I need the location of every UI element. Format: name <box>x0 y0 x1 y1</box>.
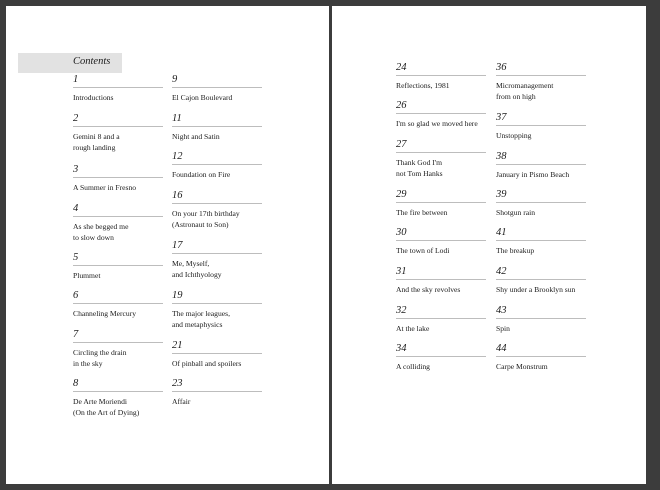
toc-rule <box>496 279 586 280</box>
toc-entry <box>73 113 163 153</box>
toc-title: Reflections, 1981 <box>396 81 450 90</box>
toc-page-number: 16 <box>172 190 183 201</box>
toc-rule <box>396 75 486 76</box>
toc-rule <box>172 164 262 165</box>
toc-title: Gemini 8 and a rough landing <box>73 132 120 153</box>
toc-entry <box>396 343 486 372</box>
toc-rule <box>73 265 163 266</box>
toc-entry <box>396 227 486 256</box>
toc-entry <box>172 340 262 369</box>
toc-title: Thank God I'm not Tom Hanks <box>396 158 443 179</box>
toc-rule <box>172 203 262 204</box>
toc-page-number: 29 <box>396 189 407 200</box>
toc-page-number: 37 <box>496 112 507 123</box>
toc-rule <box>496 318 586 319</box>
toc-page-number: 44 <box>496 343 507 354</box>
toc-page-number: 27 <box>396 139 407 150</box>
toc-title: De Arte Moriendi (On the Art of Dying) <box>73 397 140 418</box>
toc-title: Plummet <box>73 271 101 280</box>
toc-entry <box>73 290 163 319</box>
toc-entry <box>496 62 586 102</box>
toc-title: And the sky revolves <box>396 285 461 294</box>
toc-page-number: 11 <box>172 113 182 124</box>
toc-rule <box>496 240 586 241</box>
toc-entry <box>172 74 262 103</box>
toc-title: At the lake <box>396 324 430 333</box>
toc-rule <box>496 356 586 357</box>
toc-rule <box>396 356 486 357</box>
left-page <box>6 6 329 484</box>
toc-rule <box>73 126 163 127</box>
toc-entry <box>396 266 486 295</box>
toc-entry <box>172 290 262 330</box>
toc-page-number: 26 <box>396 100 407 111</box>
toc-page-number: 2 <box>73 113 79 124</box>
toc-page-number: 5 <box>73 252 79 263</box>
toc-entry <box>172 190 262 230</box>
contents-label: Contents <box>73 56 111 67</box>
toc-rule <box>172 391 262 392</box>
toc-title: I'm so glad we moved here <box>396 119 478 128</box>
toc-entry <box>73 74 163 103</box>
toc-title: On your 17th birthday (Astronaut to Son) <box>172 209 240 230</box>
toc-entry <box>496 112 586 141</box>
toc-page-number: 39 <box>496 189 507 200</box>
toc-page-number: 19 <box>172 290 183 301</box>
toc-title: A colliding <box>396 362 430 371</box>
toc-entry <box>172 151 262 180</box>
toc-title: The fire between <box>396 208 448 217</box>
toc-entry <box>396 62 486 91</box>
toc-page-number: 4 <box>73 203 79 214</box>
toc-entry <box>73 203 163 243</box>
toc-page-number: 31 <box>396 266 407 277</box>
toc-page-number: 42 <box>496 266 507 277</box>
toc-entry <box>396 139 486 179</box>
toc-page-number: 21 <box>172 340 183 351</box>
toc-title: January in Pismo Beach <box>496 170 570 179</box>
toc-title: Spin <box>496 324 510 333</box>
toc-rule <box>73 303 163 304</box>
toc-page-number: 17 <box>172 240 183 251</box>
toc-page-number: 38 <box>496 151 507 162</box>
toc-entry <box>496 151 586 180</box>
toc-page-number: 34 <box>396 343 407 354</box>
toc-rule <box>396 279 486 280</box>
toc-entry <box>172 113 262 142</box>
toc-entry <box>73 378 163 418</box>
toc-page-number: 1 <box>73 74 79 85</box>
toc-title: Introductions <box>73 93 114 102</box>
toc-page-number: 23 <box>172 378 183 389</box>
toc-rule <box>73 216 163 217</box>
toc-entry <box>496 266 586 295</box>
toc-entry <box>396 305 486 334</box>
toc-title: Carpe Monstrum <box>496 362 548 371</box>
toc-rule <box>396 202 486 203</box>
toc-entry <box>396 100 486 129</box>
toc-title: Unstopping <box>496 131 532 140</box>
toc-entry <box>496 189 586 218</box>
toc-title: El Cajon Boulevard <box>172 93 233 102</box>
toc-page-number: 8 <box>73 378 79 389</box>
toc-rule <box>496 202 586 203</box>
toc-entry <box>496 305 586 334</box>
toc-title: Foundation on Fire <box>172 170 231 179</box>
toc-title: Affair <box>172 397 191 406</box>
toc-title: A Summer in Fresno <box>73 183 137 192</box>
toc-title: Micromanagement from on high <box>496 81 554 102</box>
toc-page-number: 3 <box>73 164 79 175</box>
toc-entry <box>73 329 163 369</box>
contents-header-tab <box>18 53 122 73</box>
toc-title: As she begged me to slow down <box>73 222 129 243</box>
toc-title: Shy under a Brooklyn sun <box>496 285 576 294</box>
toc-title: Shotgun rain <box>496 208 536 217</box>
toc-rule <box>172 303 262 304</box>
toc-page-number: 6 <box>73 290 79 301</box>
toc-entry <box>396 189 486 218</box>
toc-page-number: 41 <box>496 227 507 238</box>
toc-rule <box>396 113 486 114</box>
toc-entry <box>172 240 262 280</box>
toc-page-number: 24 <box>396 62 407 73</box>
toc-title: Me, Myself, and Ichthyology <box>172 259 222 280</box>
toc-entry <box>496 227 586 256</box>
toc-page-number: 12 <box>172 151 183 162</box>
toc-page-number: 7 <box>73 329 79 340</box>
toc-title: Of pinball and spoilers <box>172 359 242 368</box>
toc-rule <box>172 353 262 354</box>
toc-rule <box>396 152 486 153</box>
toc-rule <box>73 391 163 392</box>
toc-title: Channeling Mercury <box>73 309 137 318</box>
toc-title: The major leagues, and metaphysics <box>172 309 230 330</box>
toc-rule <box>172 253 262 254</box>
toc-title: Night and Satin <box>172 132 220 141</box>
toc-title: The town of Lodi <box>396 246 450 255</box>
toc-page-number: 36 <box>496 62 507 73</box>
toc-rule <box>73 87 163 88</box>
toc-entry <box>172 378 262 407</box>
toc-rule <box>496 75 586 76</box>
toc-entry <box>73 252 163 281</box>
right-page <box>332 6 646 484</box>
toc-rule <box>396 240 486 241</box>
toc-rule <box>496 125 586 126</box>
toc-rule <box>172 126 262 127</box>
toc-rule <box>172 87 262 88</box>
toc-page-number: 9 <box>172 74 178 85</box>
toc-title: Circling the drain in the sky <box>73 348 127 369</box>
toc-entry <box>496 343 586 372</box>
toc-rule <box>396 318 486 319</box>
toc-page-number: 43 <box>496 305 507 316</box>
toc-title: The breakup <box>496 246 535 255</box>
toc-rule <box>73 342 163 343</box>
toc-rule <box>73 177 163 178</box>
toc-page-number: 32 <box>396 305 407 316</box>
toc-rule <box>496 164 586 165</box>
toc-entry <box>73 164 163 193</box>
toc-page-number: 30 <box>396 227 407 238</box>
